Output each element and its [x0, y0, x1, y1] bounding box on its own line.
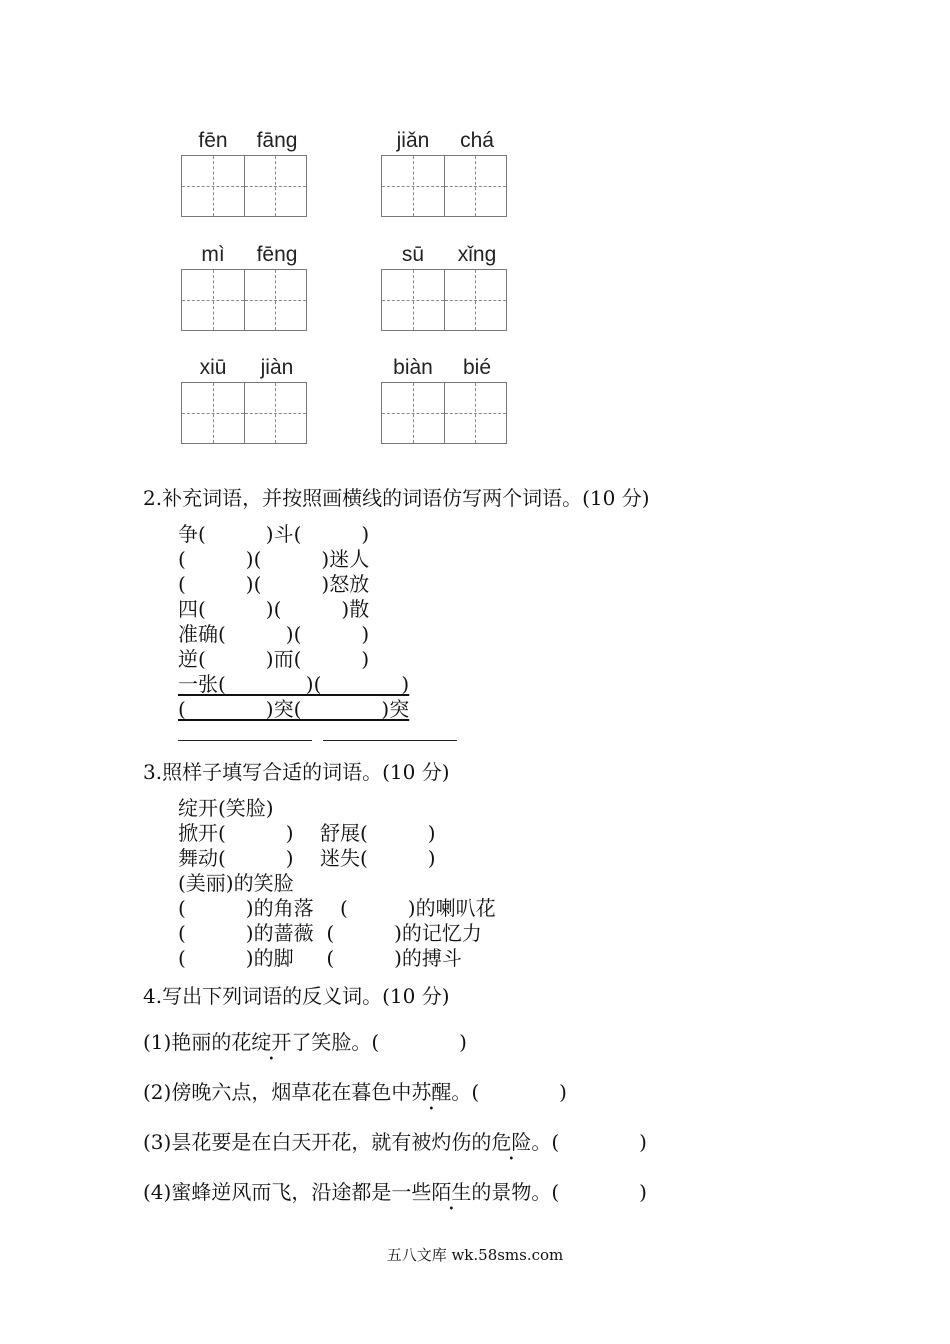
q2-line-5: 准确( )( ) [178, 622, 370, 646]
answer-blank-2[interactable] [323, 740, 457, 741]
q4-item-3 [143, 1130, 647, 1155]
question-4-title: 4.写出下列词语的反义词。(10 分) [143, 984, 450, 1008]
q4-item-text: (2)傍晚六点，烟草花在暮色中 [143, 1080, 412, 1104]
q3-line-5: ( )的角落 ( )的喇叭花 [178, 896, 496, 920]
q2-line-1: 争( )斗( ) [178, 522, 370, 546]
q4-item-text: 。( ) [451, 1080, 567, 1104]
pinyin-left: jiǎn [396, 129, 430, 152]
q4-item-text: 的景物。( ) [471, 1180, 647, 1204]
q3-line-7: ( )的脚 ( )的搏斗 [178, 946, 462, 970]
question-3-title: 3.照样子填写合适的词语。(10 分) [143, 760, 450, 784]
pinyin-right: jiàn [260, 356, 294, 379]
writing-grid[interactable] [181, 269, 307, 331]
q2-underlined-1: 一张( )( ) [178, 672, 410, 696]
pinyin-left: sū [401, 243, 425, 266]
q4-item-1 [143, 1030, 467, 1055]
pinyin-left: biàn [393, 356, 433, 379]
pinyin-left: xiū [199, 356, 227, 379]
q3-line-1: 绽开(笑脸) [178, 796, 274, 820]
writing-grid[interactable] [381, 382, 507, 444]
q3-line-6: ( )的蔷薇 ( )的记忆力 [178, 921, 482, 945]
q4-item-text: 了笑脸。( ) [291, 1030, 467, 1054]
pinyin-right: fāng [256, 129, 298, 152]
emphasized-word: 绽开 [251, 1030, 292, 1054]
q2-line-6: 逆( )而( ) [178, 647, 370, 671]
writing-grid[interactable] [381, 155, 507, 217]
q4-item-4 [143, 1180, 647, 1205]
q3-line-2: 掀开( ) 舒展( ) [178, 821, 436, 845]
q4-item-text: 。( ) [531, 1130, 647, 1154]
pinyin-right: fēng [256, 243, 298, 266]
q3-line-4: (美丽)的笑脸 [178, 871, 294, 895]
footer-watermark: 五八文库 wk.58sms.com [386, 1246, 564, 1264]
writing-grid[interactable] [181, 155, 307, 217]
pinyin-right: xǐng [457, 243, 497, 266]
q4-item-text: (3)昙花要是在白天开花，就有被灼伤的 [143, 1130, 492, 1154]
q2-line-3: ( )( )怒放 [178, 572, 370, 596]
q4-item-2 [143, 1080, 567, 1105]
pinyin-right: bié [462, 356, 492, 379]
writing-grid[interactable] [181, 382, 307, 444]
pinyin-right: chá [460, 129, 494, 152]
q2-line-2: ( )( )迷人 [178, 547, 370, 571]
q2-underlined-2: ( )突( )突 [178, 697, 410, 721]
answer-blank-1[interactable] [178, 740, 312, 741]
pinyin-left: fēn [198, 129, 228, 152]
emphasized-word: 危险 [491, 1130, 532, 1154]
q4-item-text: (4)蜜蜂逆风而飞，沿途都是一些 [143, 1180, 432, 1204]
emphasized-word: 苏醒 [411, 1080, 452, 1104]
q4-item-text: (1)艳丽的花 [143, 1030, 252, 1054]
writing-grid[interactable] [381, 269, 507, 331]
question-2-title: 2.补充词语，并按照画横线的词语仿写两个词语。(10 分) [143, 486, 650, 510]
q2-line-4: 四( )( )散 [178, 597, 370, 621]
q3-line-3: 舞动( ) 迷失( ) [178, 846, 436, 870]
emphasized-word: 陌生 [431, 1180, 472, 1204]
pinyin-left: mì [201, 243, 225, 266]
